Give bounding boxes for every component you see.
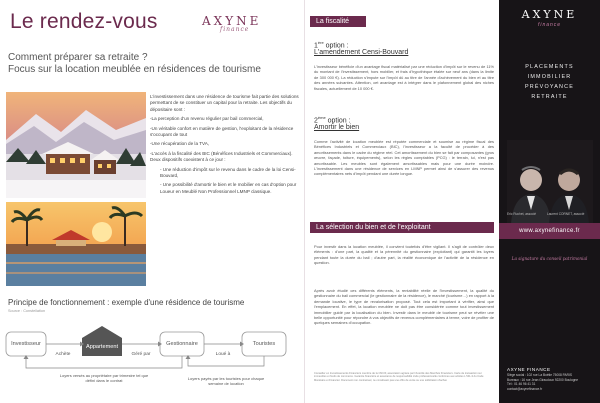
flow-diagram bbox=[0, 318, 302, 400]
option-1-name: L'amendement Censi-Bouvard bbox=[314, 49, 409, 57]
service-1: PLACEMENTS bbox=[525, 64, 574, 70]
page-title: Le rendez-vous bbox=[10, 10, 158, 33]
question-line-1: Comment préparer sa retraite ? bbox=[8, 52, 148, 63]
intro-sub-bullet-1: - Une réduction d'impôt sur le revenu dans le cadre de la loi Censi-Bouvard, bbox=[160, 166, 296, 179]
company-name: AXYNE FINANCE bbox=[507, 367, 551, 372]
axyne-panel bbox=[499, 0, 600, 403]
axyne-logo-large-sub: finance bbox=[537, 22, 562, 28]
column-divider bbox=[304, 0, 305, 403]
address-line-3: Tél : 01 46 96 41 31 bbox=[507, 382, 536, 387]
flow-diagram-shapes bbox=[0, 318, 302, 400]
node-apartment-shape bbox=[82, 326, 122, 356]
option-2-name: Amortir le bien bbox=[314, 124, 360, 132]
question-line-2: Focus sur la location meublée en résidences de tourisme bbox=[8, 64, 261, 75]
axyne-logo-small bbox=[202, 14, 262, 33]
caption-right: Laurent CORNET, associé bbox=[547, 212, 585, 216]
address-line-2: Bureaux : 16 rue Jean Giraudoux 92200 Boulogne bbox=[507, 377, 579, 382]
legal-footnote: Conseiller en Investissements Financiers membre de la CNCIF, association agréée par l'Autorité des Marchés Financiers. Carte de transaction sur immeubles et fonds de commerce. Garantie financière et assurance de responsabilité civile professionnelle conformes aux articles L 541-3 du Code Monétaire et Financier. Document non contractuel, ne constituant pas une offre de vente ou une sollicitation d'achat. bbox=[314, 372, 484, 382]
intro-bullet-2: -Un véritable confort en matière de gestion, l'exploitant de la résidence s'occupant de tout bbox=[150, 125, 294, 138]
intro-paragraph: L'investissement dans une résidence de tourisme fait partie des solutions permettant de se constituer un capital pour la retraite. Les objectifs du dépositaire sont : bbox=[150, 94, 299, 112]
node-manager-label: Gestionnaire bbox=[166, 341, 198, 347]
arrow-rent-to-owner bbox=[26, 356, 182, 368]
intro-bullet-1: -La perception d'un revenu régulier par bail commercial, bbox=[150, 116, 264, 122]
edge-buys-label: Achète bbox=[55, 352, 71, 357]
option-2-title bbox=[314, 115, 494, 131]
option-1-text: L'investisseur bénéficie d'un avantage fiscal matérialisé par une réduction d'impôt sur le revenu de 11% du montant de l'investissement, hors mobilier, et frais d'hypothèque étalée sur neuf ans (dans la limite de 300 000 €). La réduction s'impute sur l'impôt dû au titre de l'année d'achèvement du bien et au titre des années suivantes. Attention, cet avantage est à intégrer dans le plafonnement global des niches fiscales, actuellement de 10 000 €. bbox=[314, 64, 494, 91]
principle-title: Principe de fonctionnement : exemple d'une résidence de tourisme bbox=[8, 298, 245, 307]
note-rent-from-tourists: Loyers payés par les touristes pour chaque semaine de location bbox=[187, 376, 265, 387]
option-2-num: 2 bbox=[314, 117, 318, 125]
note-rent-to-owner: Loyers versés au propriétaire par trimestre tel que défini dans le contrat bbox=[59, 373, 149, 384]
ski-resort-image bbox=[6, 92, 146, 198]
section-fiscalite: La fiscalité bbox=[310, 16, 366, 27]
option-1-sup: ère bbox=[317, 40, 324, 45]
service-2: IMMOBILIER bbox=[527, 74, 572, 80]
intro-text bbox=[150, 94, 300, 198]
service-3: PRÉVOYANCE bbox=[524, 84, 575, 90]
contact-address bbox=[507, 368, 595, 391]
intro-bullet-4: -L'accès à la fiscalité des BIC (Bénéfices Industriels et Commerciaux). Deux dispositifs coexistent à ce jour : bbox=[150, 150, 293, 163]
website-link[interactable]: www.axynefinance.fr bbox=[499, 223, 600, 239]
article-question bbox=[8, 52, 300, 76]
intro-bullet-3: -Une récupération de la TVA, bbox=[150, 141, 210, 147]
section-selection: La sélection du bien et de l'exploitant bbox=[310, 222, 494, 233]
selection-text-2: Après avoir étudié ces différents éléments, la rentabilité réelle de l'investissement, la qualité du gestionnaire du bail commercial (le gestionnaire de la résidence), le marché (tourisme…) en rapport à la demande locative, le type de revalorisation proposé. Tout cela est important à vérifier, ainsi que l'emplacement. En effet, la location meublée ne doit pas être considérée comme tout investissement immobilier guidé par la localisation du bien. Investir dans le meublé de tourisme peut se révéler une belle opportunité pour répondre à vos objectifs de revenus complémentaires à terme, voire de profiter de quelques semaines d'occupation. bbox=[314, 288, 494, 326]
option-2-text: Comme l'activité de location meublée est réputée commerciale et soumise au régime fiscal des Bénéfices Industriels et Commerciaux (BIC), l'investisseur a la faculté de procéder à des amortissements dans le cadre du régime réel. Cet amortissement du bien se fait par composantes (gros œuvre, façade, toiture, équipements), selon les règles comptables (PCG) : le terrain, lui, n'est pas amortissable. Les meubles sont également amortissables mais pour une durée moindre. L'investissement dans une résidence de services en LMNP permet ainsi de s'assurer des revenus complémentaires nets d'impôt pendant une durée longue. bbox=[314, 139, 494, 177]
services-list bbox=[499, 62, 600, 102]
logo-sub: finance bbox=[220, 26, 250, 33]
address-line-4[interactable]: contact@axynefinance.fr bbox=[507, 386, 543, 391]
pool-resort-photo bbox=[6, 202, 146, 286]
arrow-rent-from-tourists bbox=[188, 356, 264, 366]
option-2-sup: ème bbox=[317, 115, 326, 120]
caption-left: Eric Ruchet, associé bbox=[507, 212, 537, 216]
edge-rents-label: Loué à bbox=[215, 352, 231, 357]
address-line-1: Siège social : 102 rue La Boétie 75008 PARIS bbox=[507, 373, 572, 378]
node-apartment-label: Appartement bbox=[85, 344, 119, 350]
ski-resort-photo bbox=[6, 92, 146, 198]
principle-source: Source : Constellation bbox=[8, 309, 46, 313]
option-1-title bbox=[314, 40, 494, 56]
header bbox=[6, 4, 302, 44]
pool-resort-image bbox=[6, 202, 146, 286]
option-2-word: option : bbox=[325, 117, 351, 125]
selection-text-1: Pour investir dans la location meublée, il convient toutefois d'être vigilant. Il s'agit de contrôler deux éléments : d'une part, la qualité et la pérennité du gestionnaire (exploitant) qui garantit les loyers pendant toute la durée du bail ; d'autre part, la réalité économique de l'activité de la résidence en question. bbox=[314, 244, 494, 266]
logo-word: AXYNE bbox=[202, 14, 262, 28]
tagline: La signature du conseil patrimonial bbox=[511, 256, 588, 261]
intro-sub-list bbox=[150, 167, 300, 196]
intro-sub-bullet-2: - Une possibilité d'amortir le bien et le mobilier en cas d'option pour Loueur en Meublé Non Professionnel LMNP classique. bbox=[160, 182, 297, 194]
service-4: RETRAITE bbox=[531, 94, 568, 100]
node-tourists-label: Touristes bbox=[252, 341, 276, 347]
option-1-word: option : bbox=[323, 42, 349, 50]
edge-manages-label: Géré par bbox=[131, 352, 151, 357]
node-investor-label: Investisseur bbox=[11, 341, 41, 347]
option-1-num: 1 bbox=[314, 42, 318, 50]
axyne-logo-large: AXYNE bbox=[521, 8, 578, 21]
